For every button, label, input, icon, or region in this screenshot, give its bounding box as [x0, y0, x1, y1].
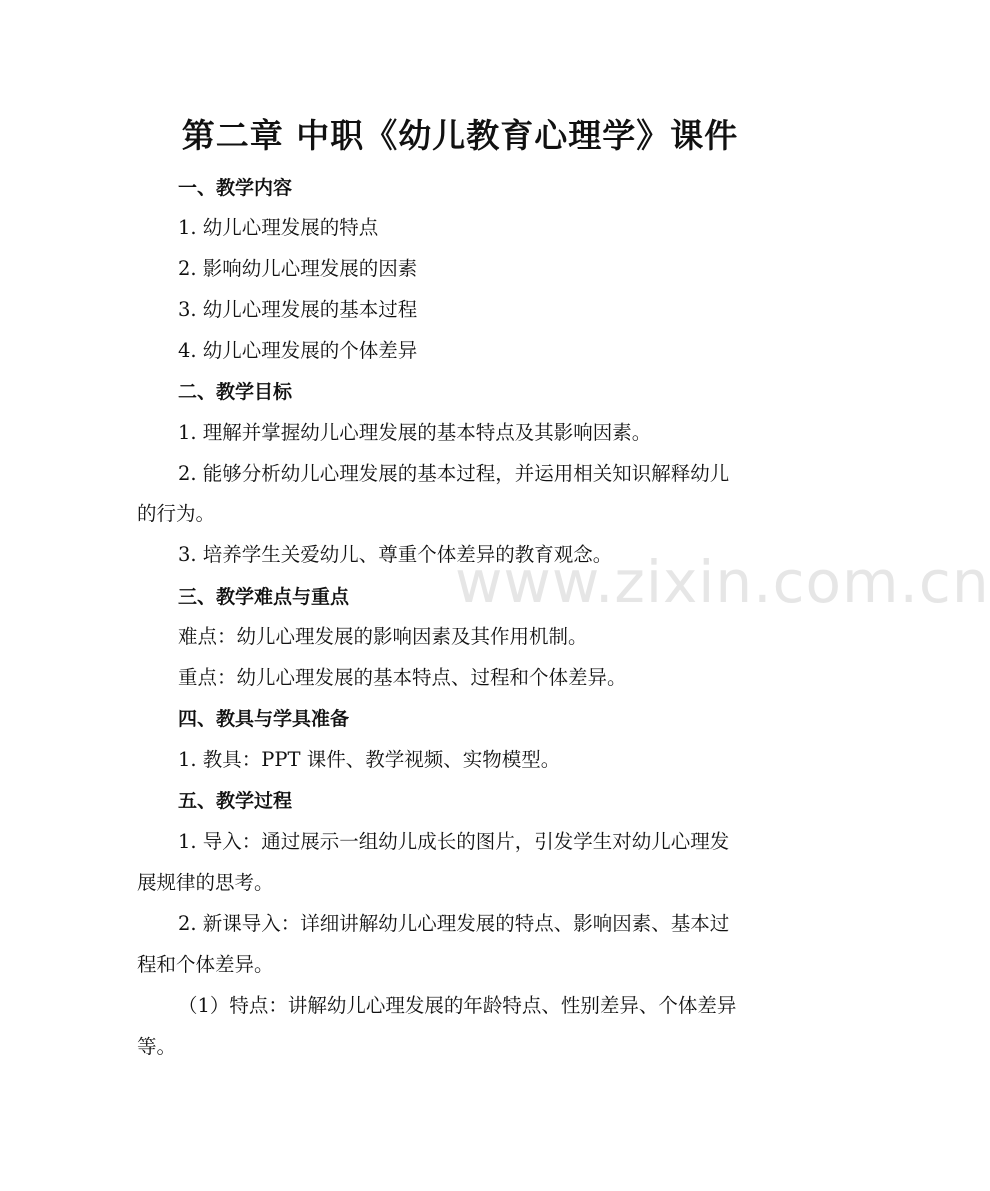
process-item-2-line-2: 程和个体差异。 — [137, 953, 274, 976]
content-item-4: 4. 幼儿心理发展的个体差异 — [178, 339, 418, 362]
goal-item-2-line-2: 的行为。 — [137, 502, 216, 525]
page-title: 第二章 中职《幼儿教育心理学》课件 — [181, 116, 739, 155]
content-item-2: 2. 影响幼儿心理发展的因素 — [178, 257, 418, 280]
process-item-2-line-1: 2. 新课导入：详细讲解幼儿心理发展的特点、影响因素、基本过 — [178, 912, 730, 935]
content-item-1: 1. 幼儿心理发展的特点 — [178, 216, 379, 239]
process-item-1-line-2: 展规律的思考。 — [137, 871, 274, 894]
section-heading-content: 一、教学内容 — [178, 177, 293, 199]
goal-item-1: 1. 理解并掌握幼儿心理发展的基本特点及其影响因素。 — [178, 421, 652, 444]
section-heading-tools: 四、教具与学具准备 — [178, 708, 350, 730]
process-sub-item-1-line-2: 等。 — [137, 1035, 177, 1058]
process-item-1-line-1: 1. 导入：通过展示一组幼儿成长的图片，引发学生对幼儿心理发 — [178, 830, 730, 853]
content-item-3: 3. 幼儿心理发展的基本过程 — [178, 298, 418, 321]
goal-item-3: 3. 培养学生关爱幼儿、尊重个体差异的教育观念。 — [178, 543, 613, 566]
process-sub-item-1-line-1: （1）特点：讲解幼儿心理发展的年龄特点、性别差异、个体差异 — [178, 994, 737, 1017]
tools-item-1: 1. 教具：PPT 课件、教学视频、实物模型。 — [178, 748, 561, 771]
difficult-point: 难点：幼儿心理发展的影响因素及其作用机制。 — [178, 625, 588, 648]
key-point: 重点：幼儿心理发展的基本特点、过程和个体差异。 — [178, 666, 627, 689]
section-heading-process: 五、教学过程 — [178, 790, 293, 812]
goal-item-2-line-1: 2. 能够分析幼儿心理发展的基本过程，并运用相关知识解释幼儿 — [178, 462, 730, 485]
section-heading-difficulty: 三、教学难点与重点 — [178, 586, 350, 608]
section-heading-goals: 二、教学目标 — [178, 381, 293, 403]
watermark: www.zixin.com.cn — [455, 548, 990, 616]
